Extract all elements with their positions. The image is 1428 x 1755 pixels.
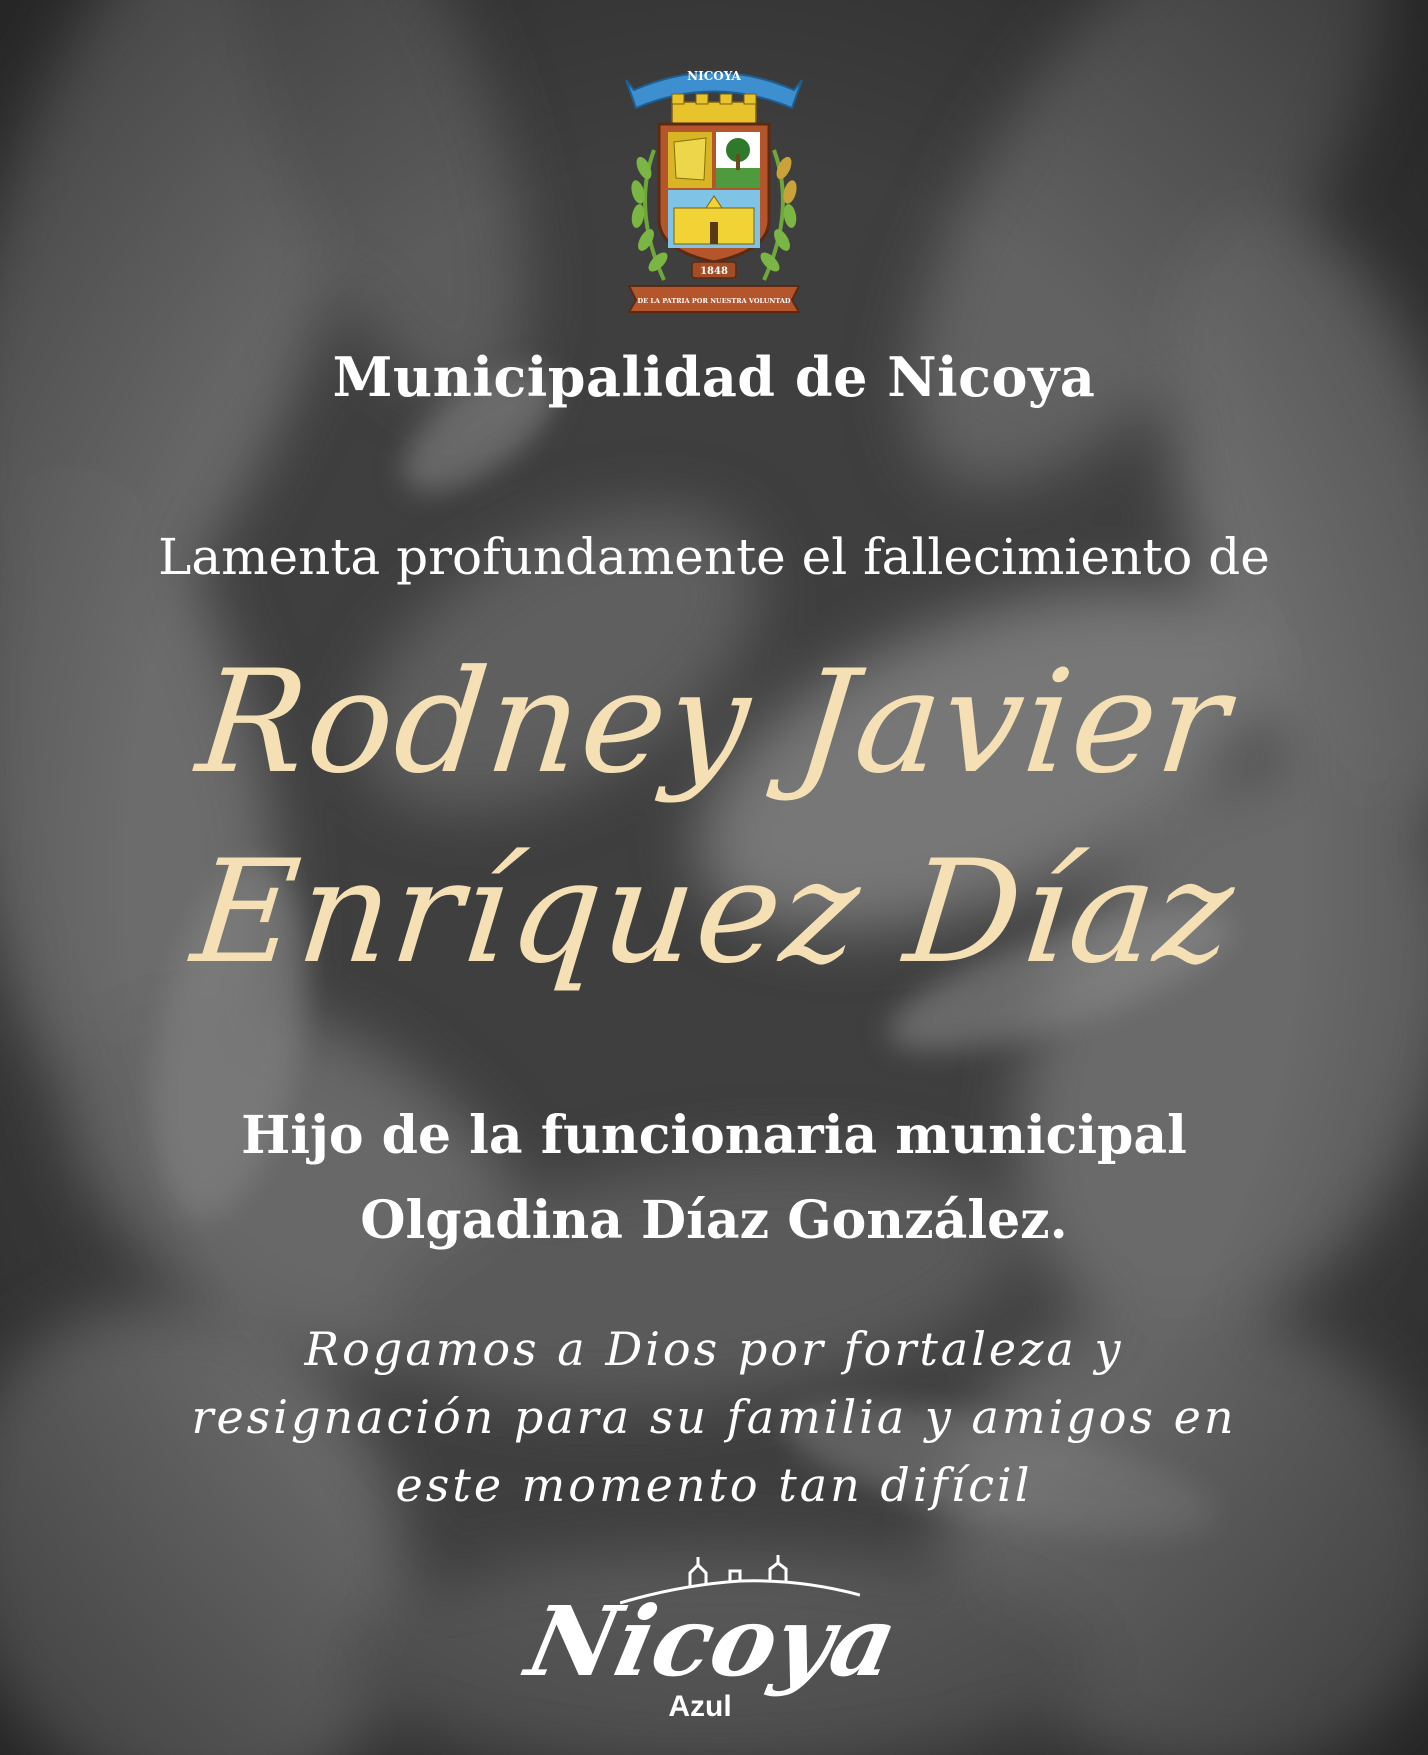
crest-banner-text: NICOYA bbox=[687, 69, 741, 83]
lament-text: Lamenta profundamente el fallecimiento de bbox=[158, 528, 1270, 586]
brand-sub: Azul bbox=[668, 1690, 732, 1723]
crest-motto: DE LA PATRIA POR NUESTRA VOLUNTAD bbox=[637, 297, 791, 305]
organization-name: Municipalidad de Nicoya bbox=[332, 345, 1096, 409]
prayer-line2: resignación para su familia y amigos en bbox=[191, 1390, 1237, 1444]
municipal-crest-logo bbox=[614, 50, 814, 330]
relation-line1: Hijo de la funcionaria municipal bbox=[241, 1105, 1187, 1166]
crest-year: 1848 bbox=[700, 266, 728, 277]
nicoya-azul-logo bbox=[517, 1555, 907, 1735]
deceased-name-line1: Rodney Javier bbox=[190, 640, 1238, 805]
prayer-line1: Rogamos a Dios por fortaleza y bbox=[304, 1322, 1124, 1376]
relation-line2: Olgadina Díaz González. bbox=[360, 1190, 1068, 1251]
prayer-line3: este momento tan difícil bbox=[395, 1458, 1033, 1512]
brand-word: Nicoya bbox=[517, 1585, 907, 1698]
deceased-name-line2: Enríquez Díaz bbox=[185, 830, 1243, 995]
